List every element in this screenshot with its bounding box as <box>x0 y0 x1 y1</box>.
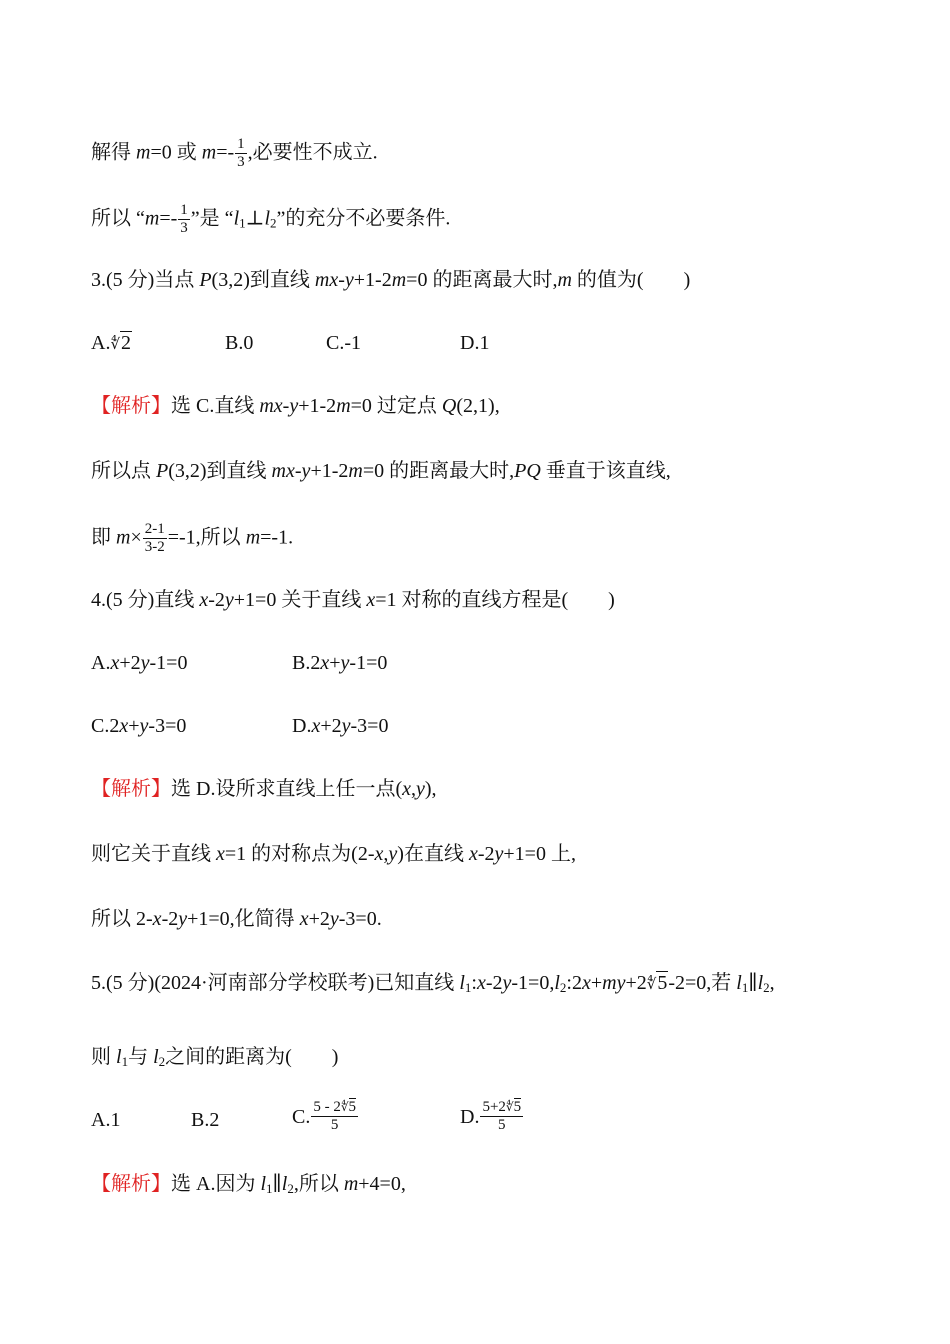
analysis-tag: 【解析】 <box>91 778 171 800</box>
question-3: 3.(5 分)当点 P(3,2)到直线 mx-y+1-2m=0 的距离最大时,m 的值为( ) <box>91 269 691 291</box>
analysis-tag: 【解析】 <box>91 1173 171 1195</box>
solution-3-line-1: 【解析】选 C.直线 mx-y+1-2m=0 过定点 Q(2,1), <box>91 395 500 417</box>
option-3b: B.0 <box>225 332 254 354</box>
question-4: 4.(5 分)直线 x-2y+1=0 关于直线 x=1 对称的直线方程是( ) <box>91 589 615 611</box>
fraction-one-third: $\frac{1}{3}$ <box>180 202 188 237</box>
option-3a: A.∜2 <box>91 332 132 354</box>
solution-3-line-3: 即 m× $\frac{2-1}{3-2}$ =-1,所以 m=-1. <box>91 521 294 556</box>
question-5-line-1: 5.(5 分)(2024·河南部分学校联考)已知直线 $l_1:x-2y-1=0,l_2:2x+my+2∜5-2=0$,若 $l_1\parallel l_2$, <box>91 972 775 995</box>
solution-4-line-1: 【解析】选 D.设所求直线上任一点(x,y), <box>91 778 437 800</box>
text-line-sufficient-condition: 所以 “m=- $\frac{1}{3}$ ”是 “$l_1\perp l_2$”的充分不必要条件. <box>91 202 451 237</box>
sqrt-icon: ∜2 <box>110 332 132 354</box>
fraction-option-c: $\frac{5 - 2∜5}{5}$ <box>313 1099 356 1134</box>
fraction-one-third: $\frac{1}{3}$ <box>237 136 245 171</box>
sqrt-icon: ∜5 <box>646 972 668 994</box>
fraction-slope: $\frac{2-1}{3-2}$ <box>144 521 165 556</box>
option-5a: A.1 <box>91 1109 121 1131</box>
option-5b: B.2 <box>191 1109 220 1131</box>
option-5c: C. $\frac{5 - 2∜5}{5}$ <box>292 1099 356 1134</box>
option-4d: D.x+2y-3=0 <box>292 715 389 737</box>
option-5d: D. $\frac{5+2∜5}{5}$ <box>460 1099 522 1134</box>
solution-4-line-3: 所以 2-x-2y+1=0,化简得 x+2y-3=0. <box>91 908 382 930</box>
solution-5-line-1: 【解析】选 A.因为 $l_1\parallel l_2$,所以 m+4=0, <box>91 1173 406 1196</box>
fraction-option-d: $\frac{5+2∜5}{5}$ <box>482 1099 522 1134</box>
option-4a: A.x+2y-1=0 <box>91 652 188 674</box>
option-3c: C.-1 <box>326 332 361 354</box>
solution-3-line-2: 所以点 P(3,2)到直线 mx-y+1-2m=0 的距离最大时,PQ 垂直于该直线, <box>91 460 671 482</box>
option-4c: C.2x+y-3=0 <box>91 715 187 737</box>
option-3d: D.1 <box>460 332 490 354</box>
solution-4-line-2: 则它关于直线 x=1 的对称点为(2-x,y)在直线 x-2y+1=0 上, <box>91 843 576 865</box>
question-5-line-2: 则 $l_1$与 $l_2$之间的距离为( ) <box>91 1046 339 1069</box>
text-line-necessity: 解得 m=0 或 m=- $\frac{1}{3}$ ,必要性不成立. <box>91 136 378 171</box>
option-4b: B.2x+y-1=0 <box>292 652 388 674</box>
analysis-tag: 【解析】 <box>91 395 171 417</box>
